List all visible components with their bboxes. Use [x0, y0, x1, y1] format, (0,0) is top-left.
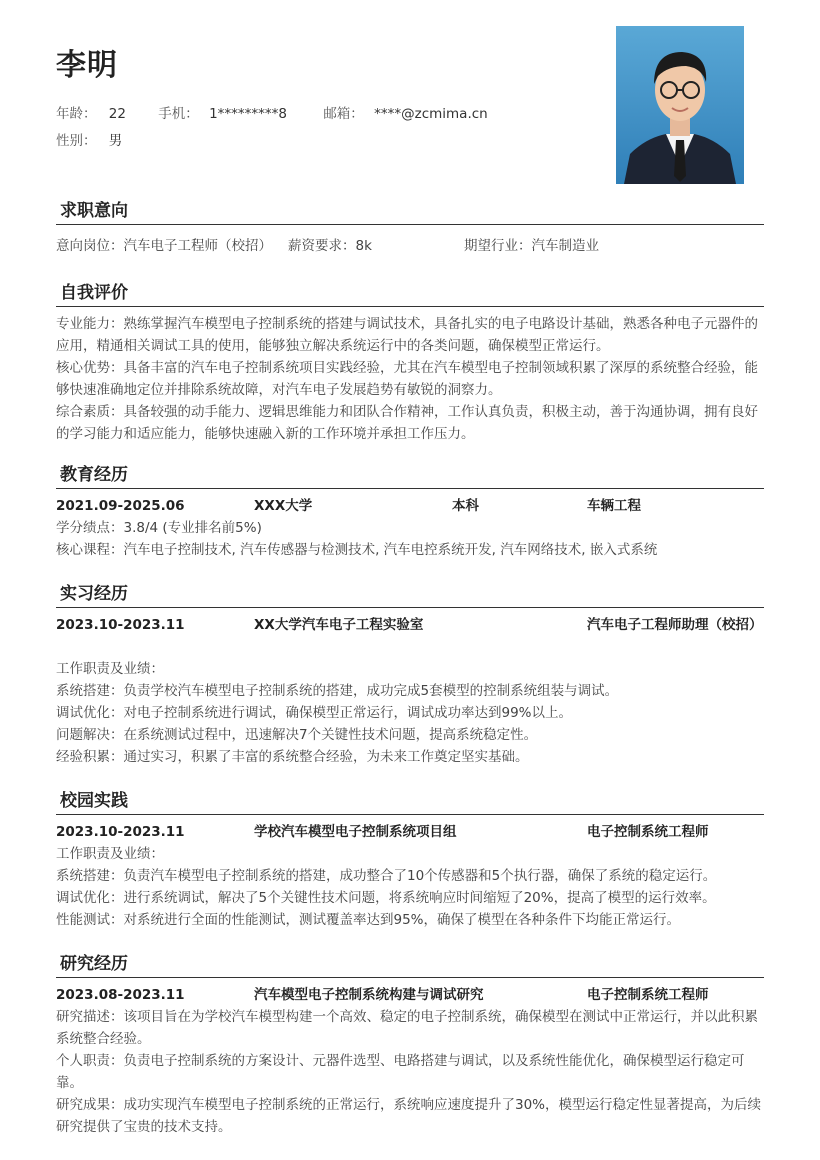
research-line: 研究成果：成功实现汽车模型电子控制系统的正常运行，系统响应速度提升了30%，模型运行稳定性显著提高，为后续研究提供了宝贵的技术支持。 — [56, 1097, 762, 1135]
self-evaluation-section — [56, 280, 764, 445]
campus-entry-header — [56, 821, 764, 843]
intent-row — [56, 235, 764, 257]
education-section — [56, 462, 764, 561]
campus-line: 系统搭建：负责汽车模型电子控制系统的搭建，成功整合了10个传感器和5个执行器，确保了系统的稳定运行。 — [56, 868, 717, 884]
campus-role: 电子控制系统工程师 — [587, 824, 709, 840]
age-value: 22 — [108, 106, 126, 122]
campus-period: 2023.10-2023.11 — [56, 824, 185, 840]
portrait-illustration — [616, 26, 744, 184]
contact-row — [56, 102, 488, 122]
section-title: 校园实践 — [56, 788, 764, 815]
email-value: ****@zcmima.cn — [374, 106, 488, 122]
self-eval-line: 核心优势：具备丰富的汽车电子控制系统项目实践经验，尤其在汽车模型电子控制领域积累了深厚的系统整合经验，能够快速准确地定位并排除系统故障，对汽车电子发展趋势有敏锐的洞察力。 — [56, 360, 758, 398]
phone-label: 手机： — [158, 106, 199, 122]
internship-line: 经验积累：通过实习，积累了丰富的系统整合经验，为未来工作奠定坚实基础。 — [56, 749, 529, 765]
section-title: 自我评价 — [56, 280, 764, 307]
section-title: 实习经历 — [56, 581, 764, 608]
self-eval-line: 综合素质：具备较强的动手能力、逻辑思维能力和团队合作精神，工作认真负责，积极主动，善于沟通协调，拥有良好的学习能力和适应能力，能够快速融入新的工作环境并承担工作压力。 — [56, 404, 758, 442]
internship-line: 工作职责及业绩： — [56, 661, 164, 677]
candidate-name: 李明 — [56, 48, 118, 83]
education-major: 车辆工程 — [587, 498, 641, 514]
campus-line: 工作职责及业绩： — [56, 846, 164, 862]
education-degree: 本科 — [452, 498, 479, 514]
internship-org: XX大学汽车电子工程实验室 — [254, 617, 424, 633]
self-eval-line: 专业能力：熟练掌握汽车模型电子控制系统的搭建与调试技术，具备扎实的电子电路设计基础，熟悉各种电子元器件的应用，精通相关调试工具的使用，能够独立解决系统运行中的各类问题，确保模型正常运行。 — [56, 316, 758, 354]
education-entry-header — [56, 495, 764, 517]
section-title: 教育经历 — [56, 462, 764, 489]
research-role: 电子控制系统工程师 — [587, 987, 709, 1003]
internship-line: 问题解决：在系统测试过程中，迅速解决7个关键性技术问题，提高系统稳定性。 — [56, 727, 538, 743]
section-title: 求职意向 — [56, 198, 764, 225]
research-line: 研究描述：该项目旨在为学校汽车模型构建一个高效、稳定的电子控制系统，确保模型在测试中正常运行，并以此积累系统整合经验。 — [56, 1009, 758, 1047]
campus-line: 性能测试：对系统进行全面的性能测试，测试覆盖率达到95%，确保了模型在各种条件下均能正常运行。 — [56, 912, 681, 928]
research-line: 个人职责：负责电子控制系统的方案设计、元器件选型、电路搭建与调试，以及系统性能优化，确保模型运行稳定可靠。 — [56, 1053, 745, 1091]
education-line: 学分绩点：3.8/4 (专业排名前5%) — [56, 520, 262, 536]
internship-entry-header — [56, 614, 764, 658]
gender-label: 性别： — [56, 133, 97, 149]
research-section — [56, 951, 764, 1138]
research-period: 2023.08-2023.11 — [56, 987, 185, 1003]
phone-value: 1*********8 — [209, 106, 288, 122]
section-title: 研究经历 — [56, 951, 764, 978]
research-entry-header — [56, 984, 764, 1006]
campus-practice-section — [56, 788, 764, 931]
education-school: XXX大学 — [254, 498, 313, 514]
research-project: 汽车模型电子控制系统构建与调试研究 — [254, 987, 484, 1003]
internship-section — [56, 581, 764, 768]
email-label: 邮箱： — [323, 106, 364, 122]
gender-row — [56, 129, 122, 149]
campus-line: 调试优化：进行系统调试，解决了5个关键性技术问题，将系统响应时间缩短了20%，提高了模型的运行效率。 — [56, 890, 716, 906]
education-line: 核心课程：汽车电子控制技术, 汽车传感器与检测技术, 汽车电控系统开发, 汽车网络技术, 嵌入式系统 — [56, 542, 658, 558]
internship-role: 汽车电子工程师助理（校招） — [587, 617, 763, 633]
gender-value: 男 — [108, 133, 123, 149]
internship-line: 系统搭建：负责学校汽车模型电子控制系统的搭建，成功完成5套模型的控制系统组装与调试。 — [56, 683, 619, 699]
profile-photo — [616, 26, 744, 184]
job-intent-section — [56, 198, 764, 257]
intent-industry: 期望行业：汽车制造业 — [464, 238, 599, 254]
campus-org: 学校汽车模型电子控制系统项目组 — [254, 824, 457, 840]
internship-line: 调试优化：对电子控制系统进行调试，确保模型正常运行，调试成功率达到99%以上。 — [56, 705, 573, 721]
age-label: 年龄： — [56, 106, 97, 122]
intent-position: 意向岗位：汽车电子工程师（校招） — [56, 238, 272, 254]
education-period: 2021.09-2025.06 — [56, 498, 185, 514]
internship-period: 2023.10-2023.11 — [56, 617, 185, 633]
intent-salary: 薪资要求：8k — [288, 238, 372, 254]
